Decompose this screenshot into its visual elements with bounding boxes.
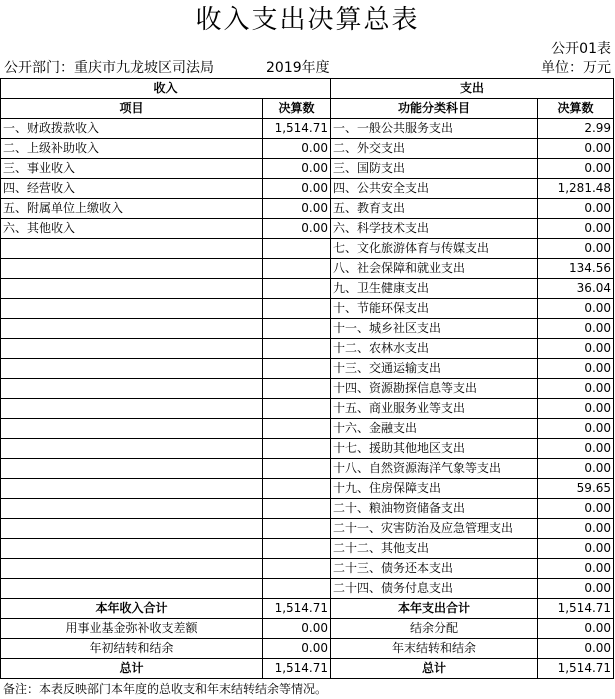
expense-item-label: 二十二、其他支出 — [331, 539, 538, 559]
expense-item-label: 十二、农林水支出 — [331, 339, 538, 359]
expense-item-label: 十六、金融支出 — [331, 419, 538, 439]
table-row — [1, 139, 614, 159]
income-item-label — [1, 519, 263, 539]
expense-item-value: 2.99 — [538, 119, 614, 139]
summary-expense-label: 年末结转和结余 — [331, 639, 538, 659]
income-item-value — [263, 259, 331, 279]
expense-item-value: 36.04 — [538, 279, 614, 299]
form-code: 公开01表 — [551, 41, 611, 57]
income-section-header: 收入 — [1, 79, 331, 99]
income-item-value — [263, 539, 331, 559]
expense-item-value: 0.00 — [538, 539, 614, 559]
income-item-label — [1, 259, 263, 279]
table-row — [1, 319, 614, 339]
expense-item-label: 十四、资源勘探信息等支出 — [331, 379, 538, 399]
expense-item-label: 二、外交支出 — [331, 139, 538, 159]
table-row — [1, 219, 614, 239]
expense-item-value: 0.00 — [538, 339, 614, 359]
income-item-value: 1,514.71 — [263, 119, 331, 139]
income-item-value — [263, 579, 331, 599]
summary-income-label: 本年收入合计 — [1, 599, 263, 619]
income-item-label: 三、事业收入 — [1, 159, 263, 179]
income-item-value: 0.00 — [263, 219, 331, 239]
expense-item-value: 0.00 — [538, 139, 614, 159]
header-row-columns — [1, 99, 614, 119]
table-row — [1, 159, 614, 179]
income-item-label — [1, 279, 263, 299]
income-item-value — [263, 559, 331, 579]
summary-income-value: 1,514.71 — [263, 659, 331, 679]
income-item-value: 0.00 — [263, 159, 331, 179]
table-row — [1, 299, 614, 319]
table-row — [1, 259, 614, 279]
expense-item-label: 二十四、债务付息支出 — [331, 579, 538, 599]
table-row — [1, 439, 614, 459]
income-item-value — [263, 479, 331, 499]
year-label: 2019年度 — [266, 60, 330, 76]
income-item-label — [1, 559, 263, 579]
expense-item-label: 一、一般公共服务支出 — [331, 119, 538, 139]
expense-item-value: 0.00 — [538, 419, 614, 439]
income-item-value: 0.00 — [263, 199, 331, 219]
unit-label: 单位：万元 — [541, 60, 611, 76]
expense-item-header: 功能分类科目 — [331, 99, 538, 119]
summary-row — [1, 619, 614, 639]
income-item-label: 二、上级补助收入 — [1, 139, 263, 159]
income-item-value — [263, 299, 331, 319]
expense-item-value: 0.00 — [538, 439, 614, 459]
table-row — [1, 539, 614, 559]
summary-income-value: 0.00 — [263, 639, 331, 659]
income-item-value — [263, 359, 331, 379]
income-amount-header: 决算数 — [263, 99, 331, 119]
expense-item-label: 十七、援助其他地区支出 — [331, 439, 538, 459]
expense-item-label: 十五、商业服务业等支出 — [331, 399, 538, 419]
income-item-label: 六、其他收入 — [1, 219, 263, 239]
summary-income-label: 用事业基金弥补收支差额 — [1, 619, 263, 639]
summary-income-label: 总计 — [1, 659, 263, 679]
income-item-value — [263, 239, 331, 259]
expense-item-value: 0.00 — [538, 219, 614, 239]
expense-item-label: 三、国防支出 — [331, 159, 538, 179]
expense-item-value: 0.00 — [538, 299, 614, 319]
income-item-label — [1, 299, 263, 319]
expense-item-label: 九、卫生健康支出 — [331, 279, 538, 299]
expense-item-label: 八、社会保障和就业支出 — [331, 259, 538, 279]
expense-item-value: 0.00 — [538, 379, 614, 399]
table-row — [1, 519, 614, 539]
table-row — [1, 119, 614, 139]
table-row — [1, 419, 614, 439]
table-row — [1, 239, 614, 259]
income-item-label — [1, 579, 263, 599]
income-item-value — [263, 339, 331, 359]
expense-item-label: 十九、住房保障支出 — [331, 479, 538, 499]
table-row — [1, 479, 614, 499]
expense-item-label: 十、节能环保支出 — [331, 299, 538, 319]
budget-table — [0, 78, 614, 679]
table-row — [1, 379, 614, 399]
income-item-label — [1, 419, 263, 439]
table-row — [1, 339, 614, 359]
expense-item-label: 十八、自然资源海洋气象等支出 — [331, 459, 538, 479]
summary-expense-value: 0.00 — [538, 619, 614, 639]
income-item-value — [263, 459, 331, 479]
expense-item-value: 0.00 — [538, 239, 614, 259]
expense-item-value: 0.00 — [538, 319, 614, 339]
summary-expense-value: 1,514.71 — [538, 659, 614, 679]
footnote: 备注：本表反映部门本年度的总收支和年末结转结余等情况。 — [3, 682, 328, 696]
meta-row — [0, 59, 615, 78]
income-item-value — [263, 279, 331, 299]
income-item-value — [263, 399, 331, 419]
summary-row — [1, 639, 614, 659]
expense-item-label: 二十一、灾害防治及应急管理支出 — [331, 519, 538, 539]
income-item-label: 五、附属单位上缴收入 — [1, 199, 263, 219]
expense-item-value: 0.00 — [538, 199, 614, 219]
header-row-section — [1, 79, 614, 99]
table-row — [1, 579, 614, 599]
expense-item-label: 五、教育支出 — [331, 199, 538, 219]
table-row — [1, 199, 614, 219]
income-item-value — [263, 519, 331, 539]
table-row — [1, 399, 614, 419]
summary-expense-label: 结余分配 — [331, 619, 538, 639]
income-item-label — [1, 359, 263, 379]
expense-section-header: 支出 — [331, 79, 614, 99]
table-row — [1, 279, 614, 299]
summary-expense-value: 1,514.71 — [538, 599, 614, 619]
income-item-value — [263, 499, 331, 519]
summary-income-label: 年初结转和结余 — [1, 639, 263, 659]
expense-item-value: 0.00 — [538, 399, 614, 419]
income-item-label — [1, 239, 263, 259]
summary-row — [1, 599, 614, 619]
income-item-label — [1, 499, 263, 519]
expense-item-value: 0.00 — [538, 359, 614, 379]
income-item-value — [263, 439, 331, 459]
expense-item-value: 59.65 — [538, 479, 614, 499]
income-item-value — [263, 319, 331, 339]
expense-item-value: 0.00 — [538, 499, 614, 519]
expense-item-label: 二十三、债务还本支出 — [331, 559, 538, 579]
expense-item-value: 134.56 — [538, 259, 614, 279]
expense-item-label: 七、文化旅游体育与传媒支出 — [331, 239, 538, 259]
expense-item-value: 0.00 — [538, 159, 614, 179]
income-item-label: 四、经营收入 — [1, 179, 263, 199]
table-row — [1, 359, 614, 379]
income-item-label — [1, 539, 263, 559]
expense-item-label: 十一、城乡社区支出 — [331, 319, 538, 339]
department-label: 公开部门：重庆市九龙坡区司法局 — [4, 60, 214, 76]
form-code-row — [0, 40, 615, 59]
expense-item-value: 0.00 — [538, 519, 614, 539]
expense-item-value: 0.00 — [538, 579, 614, 599]
table-row — [1, 559, 614, 579]
expense-item-label: 六、科学技术支出 — [331, 219, 538, 239]
summary-income-value: 0.00 — [263, 619, 331, 639]
expense-item-label: 四、公共安全支出 — [331, 179, 538, 199]
income-item-label — [1, 339, 263, 359]
table-row — [1, 179, 614, 199]
summary-row — [1, 659, 614, 679]
summary-income-value: 1,514.71 — [263, 599, 331, 619]
summary-expense-value: 0.00 — [538, 639, 614, 659]
income-item-label — [1, 459, 263, 479]
summary-expense-label: 总计 — [331, 659, 538, 679]
expense-item-value: 1,281.48 — [538, 179, 614, 199]
summary-expense-label: 本年支出合计 — [331, 599, 538, 619]
page-title: 收入支出决算总表 — [195, 5, 420, 35]
table-row — [1, 499, 614, 519]
income-item-label — [1, 399, 263, 419]
income-item-value: 0.00 — [263, 139, 331, 159]
income-item-label: 一、财政拨款收入 — [1, 119, 263, 139]
income-item-value — [263, 419, 331, 439]
income-item-value — [263, 379, 331, 399]
expense-item-value: 0.00 — [538, 559, 614, 579]
expense-item-label: 十三、交通运输支出 — [331, 359, 538, 379]
income-item-label — [1, 379, 263, 399]
table-row — [1, 459, 614, 479]
income-item-value: 0.00 — [263, 179, 331, 199]
income-item-label — [1, 439, 263, 459]
income-item-header: 项目 — [1, 99, 263, 119]
expense-item-label: 二十、粮油物资储备支出 — [331, 499, 538, 519]
income-item-label — [1, 319, 263, 339]
expense-item-value: 0.00 — [538, 459, 614, 479]
expense-amount-header: 决算数 — [538, 99, 614, 119]
income-item-label — [1, 479, 263, 499]
